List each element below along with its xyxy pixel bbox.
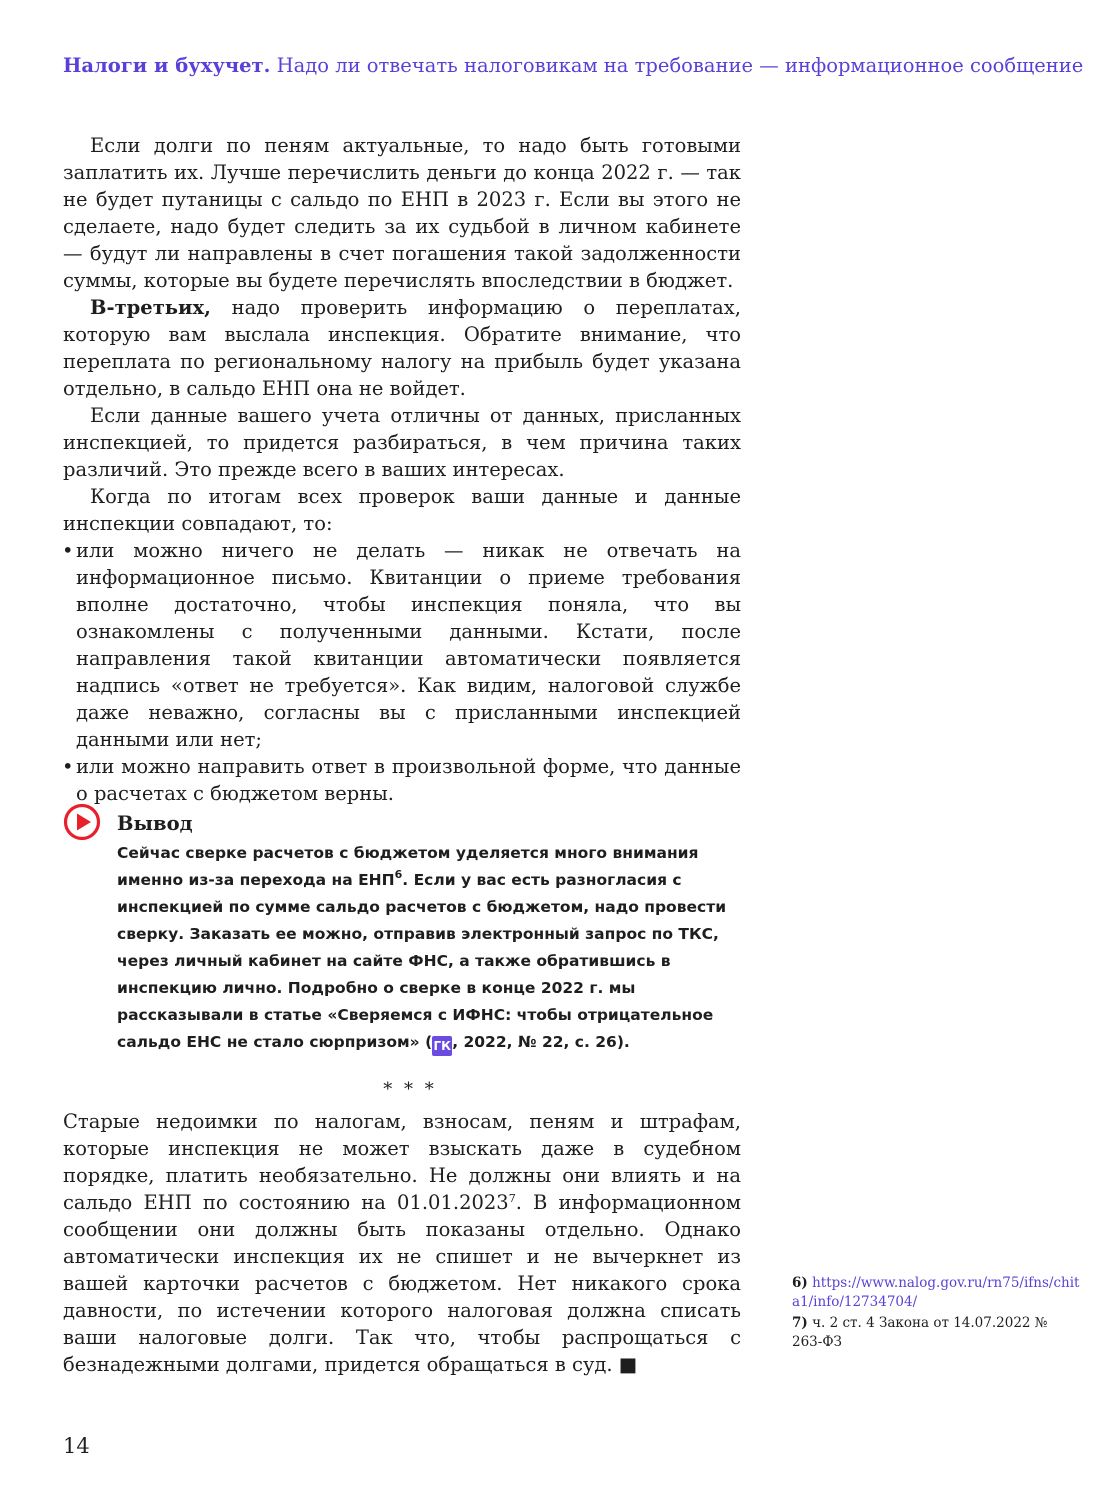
paragraph-4: Когда по итогам всех проверок ваши данные и данные инспекции совпадают, то: — [63, 485, 741, 535]
final-text-part: . В информационном сообщении они должны быть показаны отдельно. Однако автоматически инспекция их не спишет и не вычеркнет из вашей карточки расчетов с бюджетом. Нет никакого срока давности, по истечении которого налоговая должна списать ваши налоговые долги. Так что, чтобы распрощаться с безнадежными долгами, придется обращаться в суд. ■ — [63, 1191, 741, 1376]
header-section: Налоги и бухучет. — [63, 54, 271, 77]
list-item: • или можно направить ответ в произвольной форме, что данные о расчетах с бюджетом верны. — [63, 753, 741, 807]
footnote-ref-7[interactable]: 7 — [508, 1192, 516, 1205]
paragraph-2-text: надо проверить информацию о переплатах, которую вам выслала инспекция. Обратите внимание, что переплата по региональному налогу на прибыль будет указана отдельно, в сальдо ЕНП она не войдет. — [63, 296, 741, 400]
paragraph-3: Если данные вашего учета отличны от данных, присланных инспекцией, то придется разбираться, в чем причина таких различий. Это прежде всего в ваших интересах. — [63, 404, 741, 481]
options-list — [63, 537, 741, 807]
gk-badge-icon: ГК — [432, 1036, 452, 1056]
footnote-7 — [792, 1314, 1082, 1352]
footnotes — [792, 1274, 1082, 1354]
conclusion-text-part: Сейчас сверке расчетов с бюджетом уделяется много внимания именно из-за перехода на ЕНП — [117, 844, 699, 889]
final-paragraph — [63, 1108, 741, 1378]
paragraph-2 — [63, 294, 741, 402]
footnote-ref-6[interactable]: 6 — [394, 868, 403, 881]
paragraph-1: Если долги по пеням актуальные, то надо быть готовыми заплатить их. Лучше перечислить деньги до конца 2022 г. — так не будет путаницы с сальдо по ЕНП в 2023 г. Если вы этого не сделаете, надо будет следить за их судьбой в личном кабинете — будут ли направлены в счет погашения такой задолженности суммы, которые вы будете перечислять впоследствии в бюджет. — [63, 134, 741, 292]
final-column — [63, 1108, 741, 1378]
page-number: 14 — [63, 1434, 90, 1458]
footnote-number: 6) — [792, 1275, 808, 1291]
header-title: Надо ли отвечать налоговикам на требование — информационное сообщение — [276, 54, 1084, 77]
footnote-number: 7) — [792, 1315, 808, 1331]
conclusion-text — [117, 840, 741, 1056]
footnote-text: ч. 2 ст. 4 Закона от 14.07.2022 № 263-ФЗ — [792, 1315, 1048, 1350]
conclusion-title: Вывод — [117, 812, 193, 835]
list-item: • или можно ничего не делать — никак не отвечать на информационное письмо. Квитанции о приеме требования вполне достаточно, чтобы инспекция поняла, что вы ознакомлены с полученными данными. Кстати, после направления такой квитанции автоматически появляется надпись «ответ не требуется». Как видим, налоговой службе даже неважно, согласны вы с присланными инспекцией данными или нет; — [63, 537, 741, 753]
conclusion-text-part: . Если у вас есть разногласия с инспекцией по сумме сальдо расчетов с бюджетом, надо провести сверку. Заказать ее можно, отправив электронный запрос по ТКС, через личный кабинет на сайте ФНС, а также обратившись в инспекцию лично. Подробно о сверке в конце 2022 г. мы рассказывали в статье «Сверяемся с ИФНС: чтобы отрицательное сальдо ЕНС не стало сюрпризом» ( — [117, 871, 727, 1051]
running-header — [63, 52, 1084, 80]
footnote-6 — [792, 1274, 1082, 1312]
section-separator: * * * — [383, 1079, 437, 1100]
paragraph-2-lead: В-третьих, — [90, 296, 211, 319]
footnote-link[interactable]: https://www.nalog.gov.ru/rn75/ifns/chita1/info/12734704/ — [792, 1275, 1080, 1310]
conclusion-text-part: , 2022, № 22, с. 26). — [452, 1033, 630, 1051]
play-circle-icon — [63, 803, 101, 841]
main-column — [63, 132, 741, 807]
final-text-part: Старые недоимки по налогам, взносам, пеням и штрафам, которые инспекция не может взыскать даже в судебном порядке, платить необязательно. Не должны они влиять и на сальдо ЕНП по состоянию на 01.01.2023 — [63, 1110, 741, 1214]
